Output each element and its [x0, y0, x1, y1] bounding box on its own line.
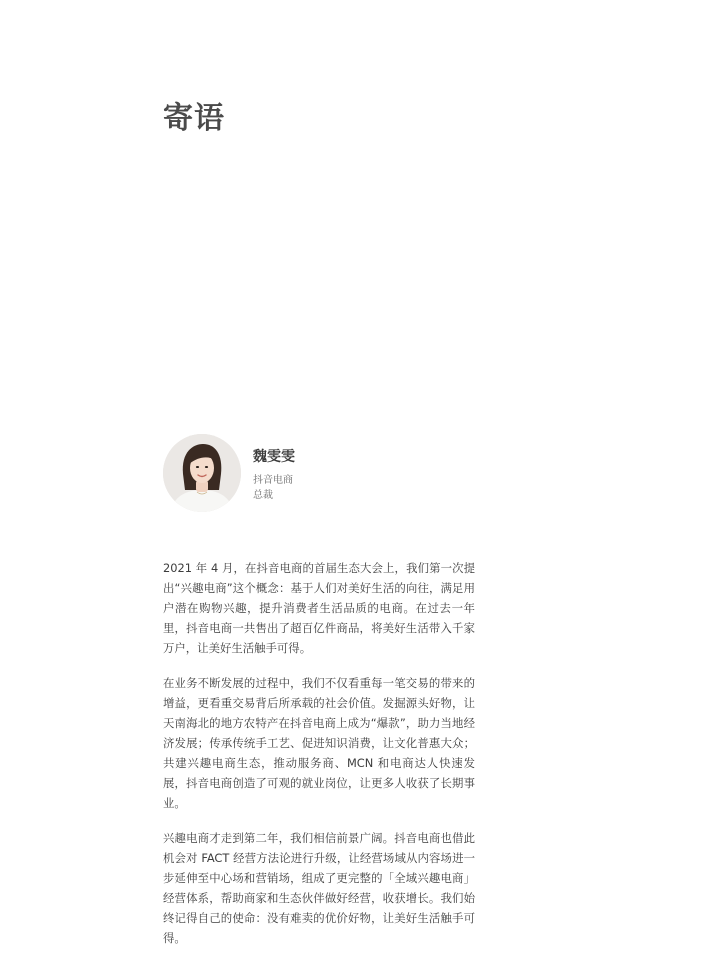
page-title: 寄语 — [163, 101, 225, 136]
author-block — [163, 434, 295, 512]
author-meta — [253, 444, 295, 503]
avatar — [163, 434, 241, 512]
portrait-image — [163, 434, 241, 512]
paragraph: 在业务不断发展的过程中，我们不仅看重每一笔交易的带来的增益，更看重交易背后所承载的社会价值。发掘源头好物，让天南海北的地方农特产在抖音电商上成为“爆款”，助力当地经济发展；传承传统手工艺、促进知识消费，让文化普惠大众；共建兴趣电商生态，推动服务商、MCN 和电商达人快速发展，抖音电商创造了可观的就业岗位，让更多人收获了长期事业。 — [163, 676, 475, 810]
paragraph: 2021 年 4 月，在抖音电商的首届生态大会上，我们第一次提出“兴趣电商”这个概念：基于人们对美好生活的向往，满足用户潜在购物兴趣，提升消费者生活品质的电商。在过去一年里，抖音电商一共售出了超百亿件商品，将美好生活带入千家万户，让美好生活触手可得。 — [163, 561, 475, 655]
author-role: 总裁 — [253, 489, 273, 501]
author-name: 魏雯雯 — [253, 448, 295, 465]
message-body — [163, 558, 475, 963]
paragraph: 兴趣电商才走到第二年，我们相信前景广阔。抖音电商也借此机会对 FACT 经营方法论进行升级，让经营场域从内容场进一步延伸至中心场和营销场，组成了更完整的「全域兴趣电商」经营体系，帮助商家和生态伙伴做好经营，收获增长。我们始终记得自己的使命：没有难卖的优价好物，让美好生活触手可得。 — [163, 831, 475, 945]
author-company: 抖音电商 — [253, 474, 293, 486]
